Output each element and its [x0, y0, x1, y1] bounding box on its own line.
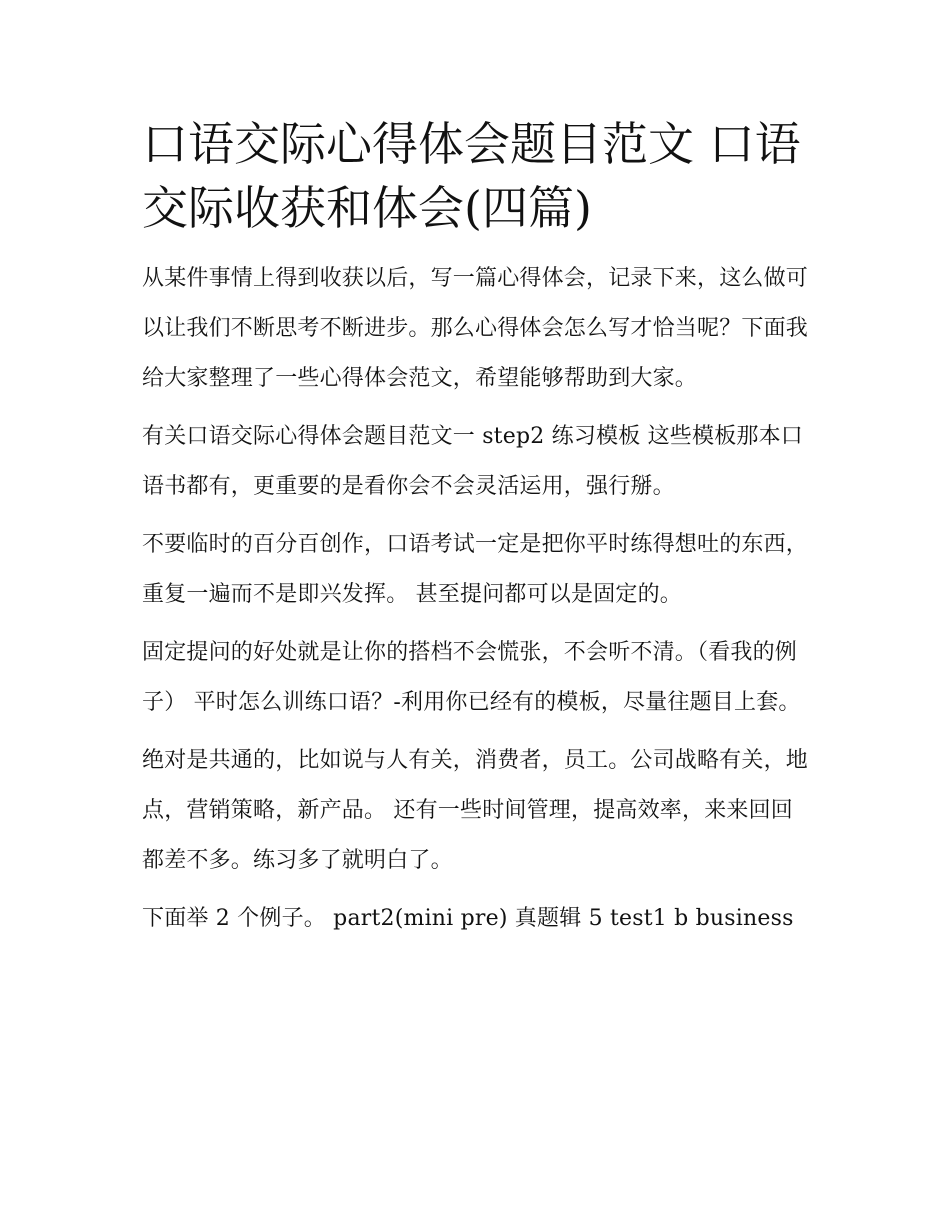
paragraph-template: 有关口语交际心得体会题目范文一 step2 练习模板 这些模板那本口语书都有，更重要的是看你会不会灵活运用，强行掰。 — [142, 424, 804, 499]
document-title: 口语交际心得体会题目范文 口语交际收获和体会(四篇) — [142, 117, 801, 235]
paragraph-no-improvise: 不要临时的百分百创作，口语考试一定是把你平时练得想吐的东西，重复一遍而不是即兴发挥。 甚至提问都可以是固定的。 — [142, 532, 809, 607]
paragraph-fixed-questions: 固定提问的好处就是让你的搭档不会慌张，不会听不清。（看我的例子） 平时怎么训练口语？-利用你已经有的模板，尽量往题目上套。 — [142, 640, 801, 715]
paragraph-intro: 从某件事情上得到收获以后，写一篇心得体会，记录下来，这么做可以让我们不断思考不断进步。那么心得体会怎么写才恰当呢？下面我给大家整理了一些心得体会范文，希望能够帮助到大家。 — [142, 266, 809, 391]
paragraph-examples: 下面举 2 个例子。 part2(mini pre) 真题辑 5 test1 b business — [142, 906, 794, 931]
paragraph-common-topics: 绝对是共通的，比如说与人有关，消费者，员工。公司战略有关，地点，营销策略，新产品。 还有一些时间管理，提高效率，来来回回都差不多。练习多了就明白了。 — [142, 748, 809, 873]
document-page — [142, 112, 814, 944]
